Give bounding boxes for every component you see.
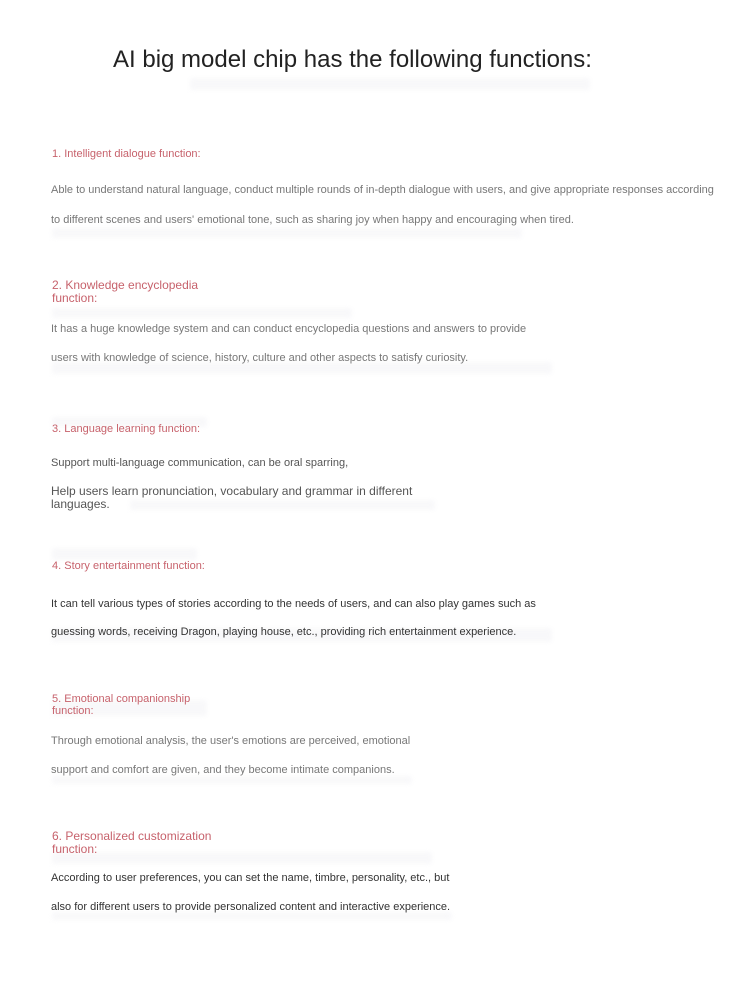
section-text-line: support and comfort are given, and they become intimate companions.	[51, 764, 395, 776]
section-heading: 2. Knowledge encyclopedia	[52, 278, 199, 292]
section-heading: 5. Emotional companionship	[52, 693, 191, 705]
section-text-line: It can tell various types of stories according to the needs of users, and can also play games such as	[51, 598, 536, 610]
section-text-line: Support multi-language communication, can be oral sparring,	[51, 457, 349, 469]
scan-shadow	[190, 78, 590, 90]
scan-shadow	[52, 308, 352, 318]
section-text-line: Able to understand natural language, conduct multiple rounds of in-depth dialogue with users, and give appropriate responses according	[51, 184, 714, 196]
section-text-line: Through emotional analysis, the user's emotions are perceived, emotional	[51, 735, 411, 747]
scan-shadow	[52, 852, 432, 864]
page-title: AI big model chip has the following functions:	[113, 46, 592, 73]
section-text-line: languages.	[51, 497, 110, 511]
section-text-line: Help users learn pronunciation, vocabulary and grammar in different	[51, 484, 413, 498]
section-heading: 6. Personalized customization	[52, 829, 212, 843]
section-text-line: According to user preferences, you can set the name, timbre, personality, etc., but	[51, 872, 450, 884]
section-heading: 1. Intelligent dialogue function:	[52, 148, 201, 160]
section-text-line: to different scenes and users' emotional tone, such as sharing joy when happy and encouraging when tired.	[51, 214, 574, 226]
scan-shadow	[52, 548, 197, 560]
section-heading: function:	[52, 842, 98, 856]
section-heading: function:	[52, 705, 94, 717]
scan-shadow	[52, 228, 522, 238]
section-heading: 3. Language learning function:	[52, 423, 201, 435]
scan-shadow	[130, 500, 435, 510]
scan-shadow	[52, 776, 412, 784]
section-text-line: users with knowledge of science, history, culture and other aspects to satisfy curiosity.	[51, 352, 469, 364]
section-heading: 4. Story entertainment function:	[52, 560, 205, 572]
section-text-line: also for different users to provide personalized content and interactive experience.	[51, 901, 451, 913]
section-heading: function:	[52, 291, 98, 305]
section-text-line: guessing words, receiving Dragon, playing house, etc., providing rich entertainment experience.	[51, 626, 517, 638]
section-text-line: It has a huge knowledge system and can conduct encyclopedia questions and answers to provide	[51, 323, 527, 335]
